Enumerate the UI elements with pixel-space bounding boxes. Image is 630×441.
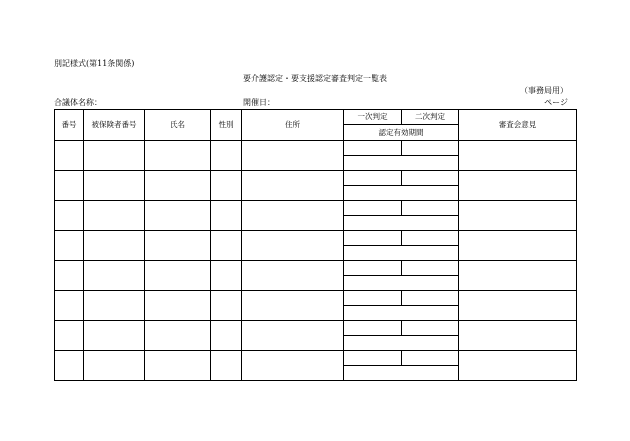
cell-validity-period[interactable]: [344, 216, 459, 231]
column-header-insured-number: 被保険者番号: [84, 110, 145, 141]
cell-sex[interactable]: [211, 351, 242, 381]
meeting-date-label: 開催日：: [243, 98, 275, 107]
cell-primary-judgment[interactable]: [344, 321, 402, 336]
cell-number[interactable]: [55, 141, 84, 171]
cell-insured-number[interactable]: [84, 231, 145, 261]
column-header-address: 住所: [242, 110, 344, 141]
column-header-name: 氏名: [145, 110, 211, 141]
cell-name[interactable]: [145, 171, 211, 201]
column-header-opinion: 審査会意見: [459, 110, 577, 141]
cell-address[interactable]: [242, 141, 344, 171]
cell-number[interactable]: [55, 201, 84, 231]
cell-sex[interactable]: [211, 261, 242, 291]
cell-insured-number[interactable]: [84, 201, 145, 231]
cell-sex[interactable]: [211, 321, 242, 351]
cell-validity-period[interactable]: [344, 156, 459, 171]
cell-name[interactable]: [145, 141, 211, 171]
cell-sex[interactable]: [211, 171, 242, 201]
office-use-label: （事務局用）: [520, 86, 568, 95]
table-row: [55, 321, 577, 336]
cell-sex[interactable]: [211, 201, 242, 231]
cell-secondary-judgment[interactable]: [402, 171, 459, 186]
table-row: [55, 141, 577, 156]
cell-number[interactable]: [55, 291, 84, 321]
cell-validity-period[interactable]: [344, 186, 459, 201]
cell-secondary-judgment[interactable]: [402, 351, 459, 366]
cell-secondary-judgment[interactable]: [402, 141, 459, 156]
cell-name[interactable]: [145, 321, 211, 351]
cell-sex[interactable]: [211, 231, 242, 261]
cell-opinion[interactable]: [459, 171, 577, 201]
cell-address[interactable]: [242, 291, 344, 321]
cell-number[interactable]: [55, 261, 84, 291]
cell-address[interactable]: [242, 231, 344, 261]
council-name-label: 合議体名称：: [54, 98, 102, 107]
cell-primary-judgment[interactable]: [344, 201, 402, 216]
cell-opinion[interactable]: [459, 201, 577, 231]
cell-secondary-judgment[interactable]: [402, 321, 459, 336]
cell-opinion[interactable]: [459, 351, 577, 381]
cell-name[interactable]: [145, 201, 211, 231]
table-row: [55, 231, 577, 246]
cell-address[interactable]: [242, 321, 344, 351]
cell-sex[interactable]: [211, 141, 242, 171]
cell-validity-period[interactable]: [344, 336, 459, 351]
cell-validity-period[interactable]: [344, 246, 459, 261]
table-row: [55, 171, 577, 186]
cell-opinion[interactable]: [459, 261, 577, 291]
cell-name[interactable]: [145, 261, 211, 291]
column-header-sex: 性別: [211, 110, 242, 141]
cell-validity-period[interactable]: [344, 306, 459, 321]
column-header-number: 番号: [55, 110, 84, 141]
cell-opinion[interactable]: [459, 291, 577, 321]
cell-insured-number[interactable]: [84, 141, 145, 171]
cell-number[interactable]: [55, 321, 84, 351]
column-header-primary-judgment: 一次判定: [344, 110, 402, 125]
judgment-table: [54, 109, 577, 381]
cell-validity-period[interactable]: [344, 276, 459, 291]
cell-name[interactable]: [145, 291, 211, 321]
cell-primary-judgment[interactable]: [344, 291, 402, 306]
cell-opinion[interactable]: [459, 321, 577, 351]
table-row: [55, 351, 577, 366]
cell-secondary-judgment[interactable]: [402, 231, 459, 246]
cell-primary-judgment[interactable]: [344, 141, 402, 156]
cell-address[interactable]: [242, 201, 344, 231]
cell-address[interactable]: [242, 351, 344, 381]
cell-primary-judgment[interactable]: [344, 231, 402, 246]
cell-primary-judgment[interactable]: [344, 261, 402, 276]
cell-secondary-judgment[interactable]: [402, 261, 459, 276]
cell-address[interactable]: [242, 171, 344, 201]
cell-insured-number[interactable]: [84, 321, 145, 351]
cell-validity-period[interactable]: [344, 366, 459, 381]
cell-primary-judgment[interactable]: [344, 171, 402, 186]
cell-secondary-judgment[interactable]: [402, 201, 459, 216]
column-header-validity-period: 認定有効期間: [344, 125, 459, 141]
column-header-secondary-judgment: 二次判定: [402, 110, 459, 125]
cell-secondary-judgment[interactable]: [402, 291, 459, 306]
cell-insured-number[interactable]: [84, 291, 145, 321]
cell-insured-number[interactable]: [84, 261, 145, 291]
cell-name[interactable]: [145, 351, 211, 381]
cell-primary-judgment[interactable]: [344, 351, 402, 366]
cell-address[interactable]: [242, 261, 344, 291]
cell-number[interactable]: [55, 171, 84, 201]
page-label: ページ: [544, 98, 568, 107]
document-title: 要介護認定・要支援認定審査判定一覧表: [243, 74, 387, 83]
cell-opinion[interactable]: [459, 231, 577, 261]
cell-insured-number[interactable]: [84, 171, 145, 201]
table-row: [55, 291, 577, 306]
table-row: [55, 201, 577, 216]
cell-number[interactable]: [55, 351, 84, 381]
cell-number[interactable]: [55, 231, 84, 261]
cell-insured-number[interactable]: [84, 351, 145, 381]
table-body: [55, 141, 577, 381]
cell-name[interactable]: [145, 231, 211, 261]
cell-opinion[interactable]: [459, 141, 577, 171]
table-row: [55, 261, 577, 276]
form-reference: 別記様式(第11条関係): [54, 59, 135, 68]
cell-sex[interactable]: [211, 291, 242, 321]
